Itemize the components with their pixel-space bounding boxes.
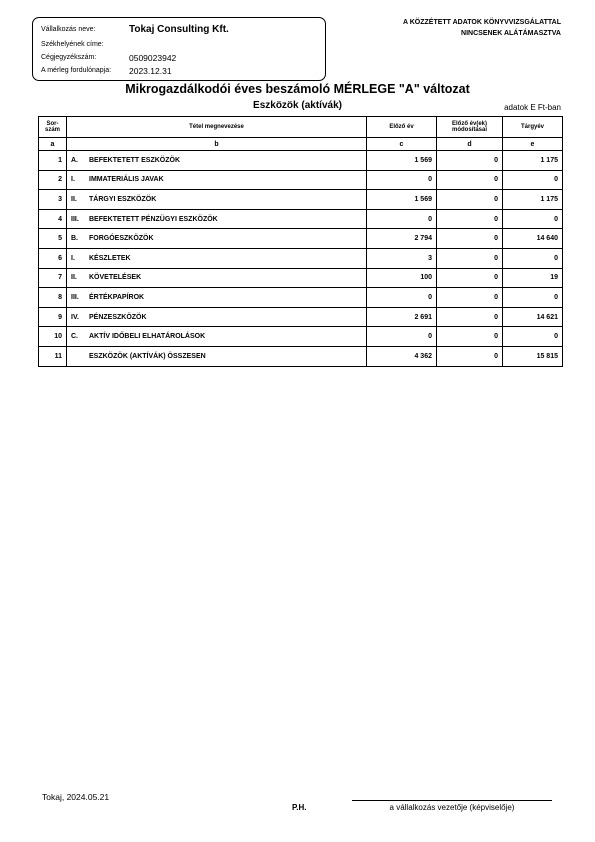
previous-year-value: 2 691 xyxy=(367,307,437,327)
audit-notice-line2: NINCSENEK ALÁTÁMASZTVA xyxy=(461,30,561,37)
modification-value: 0 xyxy=(437,307,503,327)
header-row-number: Sor-szám xyxy=(39,117,67,138)
table-row xyxy=(39,248,563,268)
item-cell xyxy=(67,229,367,249)
previous-year-value: 0 xyxy=(367,327,437,347)
stamp-placeholder: P.H. xyxy=(292,803,307,812)
current-year-value: 1 175 xyxy=(503,190,563,210)
audit-notice-line1: A KÖZZÉTETT ADATOK KÖNYVVIZSGÁLATTAL xyxy=(402,19,561,26)
document-subtitle: Eszközök (aktívák) xyxy=(253,100,342,111)
balance-date-label: A mérleg fordulónapja: xyxy=(41,67,112,74)
modification-value: 0 xyxy=(437,209,503,229)
item-name: ÉRTÉKPAPÍROK xyxy=(89,293,145,301)
header-item-name: Tétel megnevezése xyxy=(67,117,367,138)
item-name: BEFEKTETETT ESZKÖZÖK xyxy=(89,156,180,164)
item-name: ESZKÖZÖK (AKTÍVÁK) ÖSSZESEN xyxy=(89,352,206,360)
place-date: Tokaj, 2024.05.21 xyxy=(42,792,110,802)
item-name: BEFEKTETETT PÉNZÜGYI ESZKÖZÖK xyxy=(89,215,218,223)
row-number: 9 xyxy=(39,307,67,327)
company-name-label: Vállalkozás neve: xyxy=(41,26,96,33)
table-row xyxy=(39,151,563,171)
company-address-label: Székhelyének címe: xyxy=(41,41,104,48)
column-letter: a xyxy=(39,138,67,151)
column-letter: c xyxy=(367,138,437,151)
balance-sheet-table xyxy=(38,116,563,367)
company-regno-label: Cégjegyzékszám: xyxy=(41,54,97,61)
item-code: C. xyxy=(71,333,78,341)
item-code: I. xyxy=(71,176,75,184)
previous-year-value: 0 xyxy=(367,288,437,308)
balance-date: 2023.12.31 xyxy=(129,66,172,76)
current-year-value: 0 xyxy=(503,209,563,229)
signature-caption: a vállalkozás vezetője (képviselője) xyxy=(389,803,515,812)
previous-year-value: 1 569 xyxy=(367,190,437,210)
item-code: A. xyxy=(71,156,78,164)
item-name: FORGÓESZKÖZÖK xyxy=(89,235,154,243)
item-cell xyxy=(67,307,367,327)
unit-label: adatok E Ft-ban xyxy=(504,103,561,112)
item-code: B. xyxy=(71,235,78,243)
previous-year-value: 0 xyxy=(367,209,437,229)
row-number: 6 xyxy=(39,248,67,268)
row-number: 2 xyxy=(39,170,67,190)
item-name: KÖVETELÉSEK xyxy=(89,274,142,282)
previous-year-value: 2 794 xyxy=(367,229,437,249)
current-year-value: 19 xyxy=(503,268,563,288)
header-modifications: Előző év(ek) módosításai xyxy=(437,117,503,138)
row-number: 3 xyxy=(39,190,67,210)
column-letter: e xyxy=(503,138,563,151)
modification-value: 0 xyxy=(437,170,503,190)
audit-notice xyxy=(341,17,561,39)
previous-year-value: 0 xyxy=(367,170,437,190)
previous-year-value: 100 xyxy=(367,268,437,288)
item-name: IMMATERIÁLIS JAVAK xyxy=(89,176,164,184)
previous-year-value: 4 362 xyxy=(367,346,437,366)
table-row xyxy=(39,268,563,288)
column-letter-row xyxy=(39,138,563,151)
table-header-row xyxy=(39,117,563,138)
item-cell xyxy=(67,151,367,171)
company-name: Tokaj Consulting Kft. xyxy=(129,24,229,35)
column-letter: d xyxy=(437,138,503,151)
table-row xyxy=(39,190,563,210)
company-info-box xyxy=(32,17,326,81)
item-cell xyxy=(67,190,367,210)
current-year-value: 0 xyxy=(503,170,563,190)
item-code: II. xyxy=(71,274,77,282)
item-name: AKTÍV IDŐBELI ELHATÁROLÁSOK xyxy=(89,333,206,341)
item-cell xyxy=(67,327,367,347)
current-year-value: 14 640 xyxy=(503,229,563,249)
header-previous-year: Előző év xyxy=(367,117,437,138)
current-year-value: 14 621 xyxy=(503,307,563,327)
modification-value: 0 xyxy=(437,248,503,268)
item-code: II. xyxy=(71,195,77,203)
row-number: 11 xyxy=(39,346,67,366)
current-year-value: 0 xyxy=(503,288,563,308)
modification-value: 0 xyxy=(437,288,503,308)
modification-value: 0 xyxy=(437,229,503,249)
item-cell xyxy=(67,346,367,366)
header-current-year: Tárgyév xyxy=(503,117,563,138)
item-cell xyxy=(67,288,367,308)
item-code: IV. xyxy=(71,313,79,321)
item-code: III. xyxy=(71,293,79,301)
current-year-value: 1 175 xyxy=(503,151,563,171)
current-year-value: 0 xyxy=(503,327,563,347)
table-row xyxy=(39,209,563,229)
item-cell xyxy=(67,268,367,288)
table-row xyxy=(39,229,563,249)
item-cell xyxy=(67,248,367,268)
signature-line xyxy=(352,800,552,801)
row-number: 1 xyxy=(39,151,67,171)
row-number: 5 xyxy=(39,229,67,249)
company-regno: 0509023942 xyxy=(129,53,177,63)
table-row xyxy=(39,346,563,366)
item-name: TÁRGYI ESZKÖZÖK xyxy=(89,195,157,203)
row-number: 8 xyxy=(39,288,67,308)
item-name: KÉSZLETEK xyxy=(89,254,131,262)
previous-year-value: 3 xyxy=(367,248,437,268)
table-row xyxy=(39,170,563,190)
current-year-value: 0 xyxy=(503,248,563,268)
row-number: 10 xyxy=(39,327,67,347)
row-number: 7 xyxy=(39,268,67,288)
table-row xyxy=(39,288,563,308)
item-code: I. xyxy=(71,254,75,262)
document-title: Mikrogazdálkodói éves beszámoló MÉRLEGE "A" változat xyxy=(125,82,470,96)
table-row xyxy=(39,307,563,327)
modification-value: 0 xyxy=(437,151,503,171)
item-cell xyxy=(67,209,367,229)
modification-value: 0 xyxy=(437,346,503,366)
row-number: 4 xyxy=(39,209,67,229)
modification-value: 0 xyxy=(437,268,503,288)
column-letter: b xyxy=(67,138,367,151)
item-code: III. xyxy=(71,215,79,223)
modification-value: 0 xyxy=(437,190,503,210)
item-name: PÉNZESZKÖZÖK xyxy=(89,313,147,321)
current-year-value: 15 815 xyxy=(503,346,563,366)
modification-value: 0 xyxy=(437,327,503,347)
previous-year-value: 1 569 xyxy=(367,151,437,171)
item-cell xyxy=(67,170,367,190)
table-row xyxy=(39,327,563,347)
